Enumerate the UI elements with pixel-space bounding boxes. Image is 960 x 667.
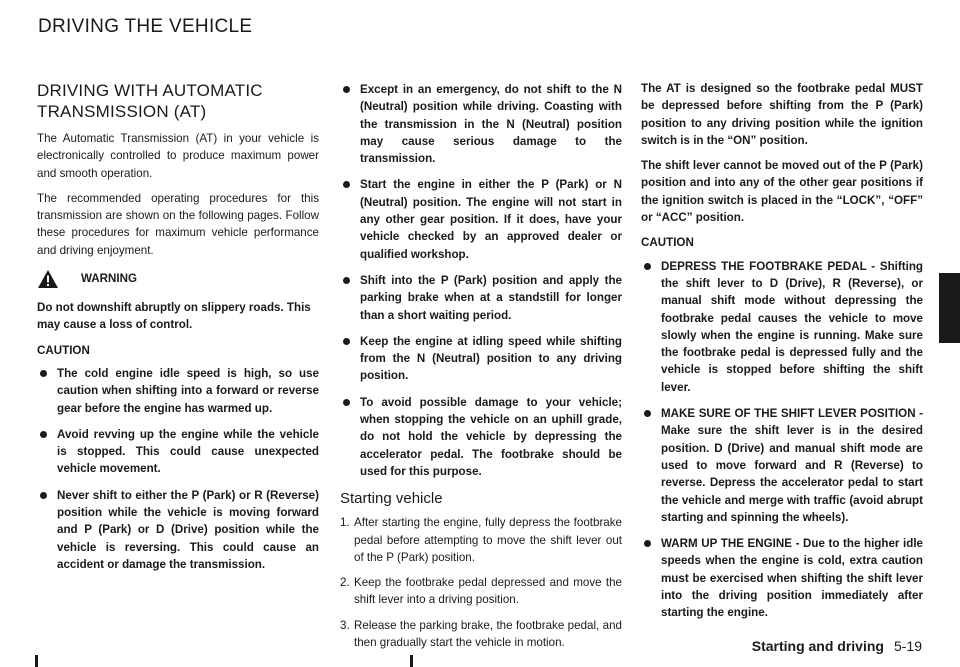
caution-label: CAUTION (641, 236, 694, 250)
list-item (340, 514, 622, 566)
section-title-line-2: TRANSMISSION (AT) (37, 102, 207, 121)
caution-list-col1 (37, 365, 319, 573)
info-paragraph-1: The AT is designed so the footbrake pedal MUST be depressed before shifting from the P (Park) position to any driving position while the ignition switch is in the “ON” position. (641, 82, 923, 147)
page-header-title: DRIVING THE VEHICLE (38, 16, 253, 37)
step-number: 1. (340, 516, 350, 530)
page-footer (752, 638, 922, 654)
list-item-text: To avoid possible damage to your vehicle; when stopping the vehicle on an uphill grade, do not hold the vehicle by depressing the accelerator pedal. The footbrake should be used for this purpose. (360, 395, 622, 478)
list-item (340, 617, 622, 652)
list-item (641, 535, 923, 621)
section-title (37, 80, 319, 122)
bullet-icon (644, 263, 651, 270)
warning-heading (37, 269, 319, 289)
intro-paragraph-2: The recommended operating procedures for this transmission are shown on the following pages. Follow these procedures for maximum vehicle performance and driving enjoyment. (37, 191, 319, 257)
bullet-icon (343, 277, 350, 284)
column-3 (641, 80, 923, 631)
subsection-title: Starting vehicle (340, 490, 443, 508)
caution-label: CAUTION (37, 343, 90, 357)
list-item-text: The cold engine idle speed is high, so use caution when shifting into a forward or reverse gear before the engine has warmed up. (57, 366, 319, 415)
starting-steps-list (340, 514, 622, 651)
warning-label: WARNING (81, 272, 138, 286)
bullet-icon (343, 399, 350, 406)
list-item (641, 405, 923, 526)
bullet-icon (40, 431, 47, 438)
list-item (37, 487, 319, 573)
crop-mark (35, 655, 38, 667)
list-item-text: Keep the engine at idling speed while shifting from the N (Neutral) position to any driving position. (360, 334, 622, 383)
crop-mark (410, 655, 413, 667)
column-2 (340, 81, 622, 659)
list-item-text: Avoid revving up the engine while the vehicle is stopped. This could cause unexpected vehicle movement. (57, 427, 319, 476)
section-title-line-1: DRIVING WITH AUTOMATIC (37, 81, 263, 100)
list-item-text: Start the engine in either the P (Park) or N (Neutral) position. The engine will not start in any other gear position. If it does, have your vehicle checked by an approved dealer or qualified workshop. (360, 178, 622, 261)
footer-chapter: Starting and driving (751, 638, 884, 654)
warning-text: Do not downshift abruptly on slippery roads. This may cause a loss of control. (37, 301, 311, 332)
bullet-icon (40, 370, 47, 377)
step-text: After starting the engine, fully depress the footbrake pedal before attempting to move the shift lever out of the P (Park) position. (354, 516, 622, 564)
list-item-text: Except in an emergency, do not shift to the N (Neutral) position while driving. Coasting with the transmission in the N (Neutral) position may cause serious damage to the transmission. (360, 83, 622, 166)
caution-list-col2 (340, 81, 622, 480)
bullet-icon (343, 338, 350, 345)
list-item (37, 365, 319, 417)
bullet-icon (343, 86, 350, 93)
list-item-text: Shift into the P (Park) position and apply the parking brake when at a standstill for longer than a short waiting period. (360, 273, 622, 322)
list-item (340, 81, 622, 167)
step-number: 3. (340, 618, 350, 632)
list-item (340, 333, 622, 385)
list-item (340, 394, 622, 480)
caution-list-col3 (641, 258, 923, 622)
intro-paragraph-1: The Automatic Transmission (AT) in your vehicle is electronically controlled to produce maximum power and smooth operation. (37, 132, 319, 180)
page-number: 5-19 (893, 638, 922, 654)
list-item (340, 574, 622, 609)
list-item-text: MAKE SURE OF THE SHIFT LEVER POSITION - Make sure the shift lever is in the desired position. D (Drive) and manual shift mode are used to move forward and R (Reverse) to reverse. Depress the accelerator pedal to start the vehicle and merge with traffic (avoid abrupt starting and spinning the wheels). (661, 407, 923, 524)
bullet-icon (40, 492, 47, 499)
list-item (340, 272, 622, 324)
list-item (641, 258, 923, 396)
info-paragraph-2: The shift lever cannot be moved out of the P (Park) position and into any of the other gear positions if the ignition switch is placed in the “LOCK”, “OFF” or “ACC” position. (641, 159, 923, 225)
step-text: Keep the footbrake pedal depressed and move the shift lever into a driving position. (354, 576, 622, 607)
list-item-text: DEPRESS THE FOOTBRAKE PEDAL - Shifting the shift lever to D (Drive), R (Reverse), or manual shift mode without depressing the footbrake pedal causes the vehicle to move slowly when the engine is running. Make sure the footbrake pedal is depressed fully and the vehicle is stopped before shifting the shift lever. (661, 259, 923, 394)
step-text: Release the parking brake, the footbrake pedal, and then gradually start the vehicle in motion. (354, 618, 622, 650)
column-1 (37, 80, 319, 582)
bullet-icon (644, 410, 651, 417)
list-item (340, 176, 622, 262)
list-item-text: WARM UP THE ENGINE - Due to the higher idle speeds when the engine is cold, extra caution must be exercised when shifting the shift lever into the driving position immediately after starting the engine. (661, 537, 923, 620)
chapter-tab-marker (939, 273, 960, 343)
warning-triangle-icon (37, 269, 59, 289)
step-number: 2. (340, 576, 350, 590)
list-item (37, 426, 319, 478)
list-item-text: Never shift to either the P (Park) or R (Reverse) position while the vehicle is moving forward and P (Park) or D (Drive) position while the vehicle is reversing. This could cause an accident or damage the transmission. (57, 488, 319, 571)
bullet-icon (343, 181, 350, 188)
bullet-icon (644, 540, 651, 547)
